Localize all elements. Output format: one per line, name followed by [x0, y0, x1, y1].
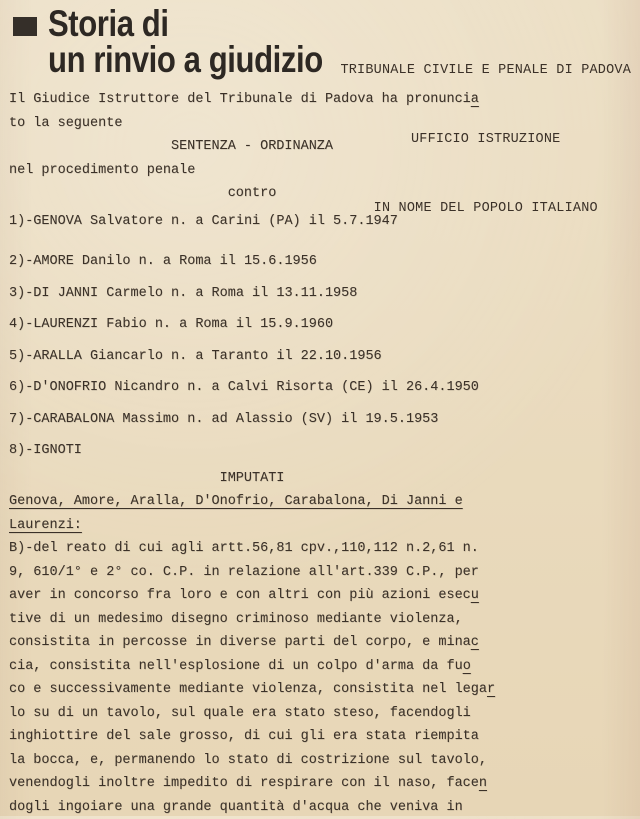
headline-line2: un rinvio a giudizio	[48, 42, 323, 78]
court-line-2: UFFICIO ISTRUZIONE	[340, 128, 631, 151]
text-segment: contro	[228, 186, 277, 201]
headline-text	[48, 6, 323, 78]
masthead	[0, 0, 640, 88]
section-defendants	[9, 206, 640, 467]
text-line	[9, 88, 640, 112]
text-line	[9, 112, 640, 136]
text-segment: consistita in percosse in diverse parti del corpo, e mina	[9, 635, 471, 650]
text-line	[9, 537, 640, 561]
text-line	[9, 584, 640, 608]
text-line	[9, 435, 640, 467]
text-line	[9, 772, 640, 796]
text-segment: venendogli inoltre impedito di respirare con il naso, face	[9, 776, 479, 791]
text-line	[9, 404, 640, 436]
text-segment: cia, consistita nell'esplosione di un colpo d'arma da fu	[9, 659, 463, 674]
court-line-1: TRIBUNALE CIVILE E PENALE DI PADOVA	[340, 59, 631, 82]
text-segment: inghiottire del sale grosso, di cui gli era stata riempita	[9, 729, 479, 744]
text-segment: la bocca, e, permanendo lo stato di costrizione sul tavolo,	[9, 753, 487, 768]
underlined-text-segment: c	[471, 635, 479, 650]
underlined-text-segment: Genova, Amore, Aralla, D'Onofrio, Carabalona, Di Janni e	[9, 494, 463, 509]
text-line	[9, 796, 640, 819]
section-charge	[9, 537, 640, 819]
court-line-3: IN NOME DEL POPOLO ITALIANO	[340, 197, 631, 220]
underlined-text-segment: u	[471, 588, 479, 603]
text-line	[9, 631, 640, 655]
square-bullet-icon	[13, 17, 37, 36]
text-line	[9, 655, 640, 679]
headline	[13, 6, 375, 78]
section-intro	[9, 88, 640, 135]
text-segment: co e successivamente mediante violenza, consistita nel lega	[9, 682, 487, 697]
section-accused-names	[9, 490, 640, 537]
text-segment: 2)-AMORE Danilo n. a Roma il 15.6.1956	[9, 254, 317, 269]
text-segment: SENTENZA - ORDINANZA	[171, 139, 333, 154]
text-segment: 5)-ARALLA Giancarlo n. a Taranto il 22.10.1956	[9, 349, 382, 364]
text-line	[9, 206, 640, 238]
text-line	[9, 309, 640, 341]
text-line	[9, 135, 495, 159]
text-line	[9, 561, 640, 585]
text-segment: Il Giudice Istruttore del Tribunale di Padova ha pronunci	[9, 92, 471, 107]
text-line	[9, 678, 640, 702]
underlined-text-segment: Laurenzi:	[9, 518, 82, 533]
text-segment: 4)-LAURENZI Fabio n. a Roma il 15.9.1960	[9, 317, 333, 332]
text-line	[9, 749, 640, 773]
section-procedimento	[9, 159, 640, 183]
text-segment: 6)-D'ONOFRIO Nicandro n. a Calvi Risorta (CE) il 26.4.1950	[9, 380, 479, 395]
text-segment: 1)-GENOVA Salvatore n. a Carini (PA) il 5.7.1947	[9, 214, 398, 229]
text-segment: aver in concorso fra loro e con altri con più azioni esec	[9, 588, 471, 603]
text-line	[9, 702, 640, 726]
text-line	[9, 278, 640, 310]
text-line	[9, 490, 640, 514]
section-sentenza-heading	[9, 135, 495, 159]
text-line	[9, 514, 640, 538]
text-segment: to la seguente	[9, 116, 122, 131]
text-line	[9, 467, 495, 491]
headline-line1: Storia di	[48, 6, 323, 42]
text-line	[9, 159, 640, 183]
text-segment: B)-del reato di cui agli artt.56,81 cpv.,110,112 n.2,61 n.	[9, 541, 479, 556]
text-segment: 8)-IGNOTI	[9, 443, 82, 458]
text-line	[9, 608, 640, 632]
text-line	[9, 725, 640, 749]
section-imputati-heading	[9, 467, 495, 491]
text-segment: 7)-CARABALONA Massimo n. ad Alassio (SV) il 19.5.1953	[9, 412, 438, 427]
text-line	[9, 341, 640, 373]
text-segment: 3)-DI JANNI Carmelo n. a Roma il 13.11.1958	[9, 286, 357, 301]
underlined-text-segment: r	[487, 682, 495, 697]
text-line	[9, 372, 640, 404]
text-line	[9, 182, 495, 206]
text-segment: tive di un medesimo disegno criminoso mediante violenza,	[9, 612, 463, 627]
text-segment: dogli ingoiare una grande quantità d'acqua che veniva in	[9, 800, 463, 815]
underlined-text-segment: n	[479, 776, 487, 791]
text-segment: 9, 610/1° e 2° co. C.P. in relazione all'art.339 C.P., per	[9, 565, 479, 580]
text-line	[9, 246, 640, 278]
text-segment: IMPUTATI	[220, 471, 285, 486]
underlined-text-segment: o	[463, 659, 471, 674]
section-contro-heading	[9, 182, 495, 206]
underlined-text-segment: a	[471, 92, 479, 107]
document-body	[9, 88, 640, 819]
text-segment: lo su di un tavolo, sul quale era stato steso, facendogli	[9, 706, 471, 721]
text-segment: nel procedimento penale	[9, 163, 195, 178]
